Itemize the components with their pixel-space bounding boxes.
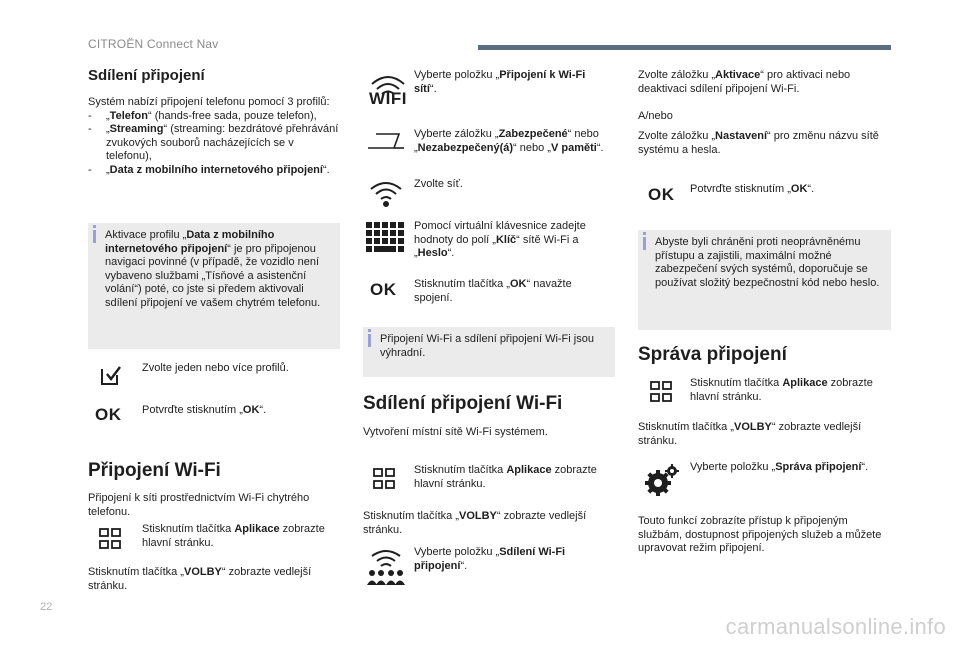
step-confirm-ok: Potvrďte stisknutím „OK“. <box>690 183 815 195</box>
list-item: - „Telefon“ (hands-free sada, pouze telefon), <box>88 110 340 124</box>
step-select-profiles: Zvolte jeden nebo více profilů. <box>142 362 289 374</box>
info-icon <box>368 334 371 347</box>
info-box-data-profile <box>88 223 340 349</box>
step-select-management: Vyberte položku „Správa připojení“. <box>690 461 869 473</box>
step-volby: Stisknutím tlačítka „VOLBY“ zobrazte vedlejší stránku. <box>638 421 862 447</box>
header-bar <box>478 45 891 50</box>
step-apps: Stisknutím tlačítka Aplikace zobrazte hlavní stránku. <box>414 464 597 490</box>
apps-grid-icon <box>372 467 396 491</box>
ok-icon: OK <box>95 405 122 424</box>
info-icon <box>93 230 96 243</box>
wifi-sharing-icon <box>366 548 406 588</box>
page-number: 22 <box>40 601 53 613</box>
keyboard-icon <box>366 222 406 252</box>
wifi-icon-label: WIFI <box>369 89 407 108</box>
step-settings-tab: Zvolte záložku „Nastavení“ pro změnu názvu sítě systému a hesla. <box>638 130 879 156</box>
step-ok-connect: Stisknutím tlačítka „OK“ navažte spojení. <box>414 278 572 304</box>
info-text: Aktivace profilu „Data z mobilního internetového připojení“ je pro připojenou navigaci povinné (v případě, že vozidlo není vybaveno službami „Tísňové a asistenční volání“) poté, co jste si předem aktivovali sdílení připojení ve vašem chytrém telefonu. <box>105 229 321 309</box>
list-item: - „Streaming“ (streaming: bezdrátové přehrávání zvukových souborů nacházejících se v telefonu), <box>88 123 340 164</box>
step-confirm-ok: Potvrďte stisknutím „OK“. <box>142 404 267 416</box>
ok-icon: OK <box>370 280 397 299</box>
section-title-wifi: Připojení Wi-Fi <box>88 460 221 481</box>
sharing-intro: Vytvoření místní sítě Wi-Fi systémem. <box>363 426 548 438</box>
info-text: Abyste byli chráněni proti neoprávněnému přístupu a zajistili, maximální možné zabezpečení svých systémů, doporučuje se používat složitý bezpečnostní kód nebo heslo. <box>655 236 880 289</box>
step-apps: Stisknutím tlačítka Aplikace zobrazte hlavní stránku. <box>142 523 325 549</box>
profiles-intro <box>88 96 340 177</box>
list-item: - „Data z mobilního internetového připojení“. <box>88 164 340 178</box>
step-volby: Stisknutím tlačítka „VOLBY“ zobrazte vedlejší stránku. <box>363 510 587 536</box>
network-icon <box>368 180 404 208</box>
step-select-tab: Vyberte záložku „Zabezpečené“ nebo „Nezabezpečený(á)“ nebo „V paměti“. <box>414 128 604 154</box>
tab-icon <box>366 131 406 151</box>
intro-text: Systém nabízí připojení telefonu pomocí 3 profilů: <box>88 96 330 108</box>
settings-gears-icon <box>644 463 680 497</box>
info-box-exclusive <box>363 327 615 377</box>
management-outro: Touto funkcí zobrazíte přístup k připojeným službám, dostupnost připojených služeb a můžete upravovat režim připojení. <box>638 515 882 554</box>
section-title-connection-sharing: Sdílení připojení <box>88 67 205 84</box>
step-select-sharing: Vyberte položku „Sdílení Wi-Fi připojení“. <box>414 546 566 572</box>
step-select-network: Zvolte síť. <box>414 178 463 190</box>
wifi-intro: Připojení k síti prostřednictvím Wi-Fi chytrého telefonu. <box>88 492 310 518</box>
step-apps: Stisknutím tlačítka Aplikace zobrazte hlavní stránku. <box>690 377 873 403</box>
step-volby: Stisknutím tlačítka „VOLBY“ zobrazte vedlejší stránku. <box>88 566 312 592</box>
profiles-list <box>88 110 340 178</box>
checkbox-icon <box>99 363 123 387</box>
step-keyboard: Pomocí virtuální klávesnice zadejte hodnoty do polí „Klíč“ sítě Wi-Fi a „Heslo“. <box>414 220 586 259</box>
info-text: Připojení Wi-Fi a sdílení připojení Wi-Fi jsou výhradní. <box>380 333 594 359</box>
ok-icon: OK <box>648 185 675 204</box>
info-icon <box>643 237 646 250</box>
info-box-security <box>638 230 891 330</box>
section-title-wifi-sharing: Sdílení připojení Wi-Fi <box>363 393 563 414</box>
watermark: carmanualsonline.info <box>725 614 946 639</box>
apps-grid-icon <box>649 380 673 404</box>
document-header-title: CITROËN Connect Nav <box>88 37 219 51</box>
apps-grid-icon <box>98 527 122 551</box>
section-title-connection-management: Správa připojení <box>638 344 787 365</box>
wifi-icon <box>366 72 410 112</box>
step-activation-tab: Zvolte záložku „Aktivace“ pro aktivaci nebo deaktivaci sdílení připojení Wi-Fi. <box>638 69 851 95</box>
or-text: A/nebo <box>638 110 673 122</box>
step-select-wifi: Vyberte položku „Připojení k Wi-Fi sítí“. <box>414 69 586 95</box>
